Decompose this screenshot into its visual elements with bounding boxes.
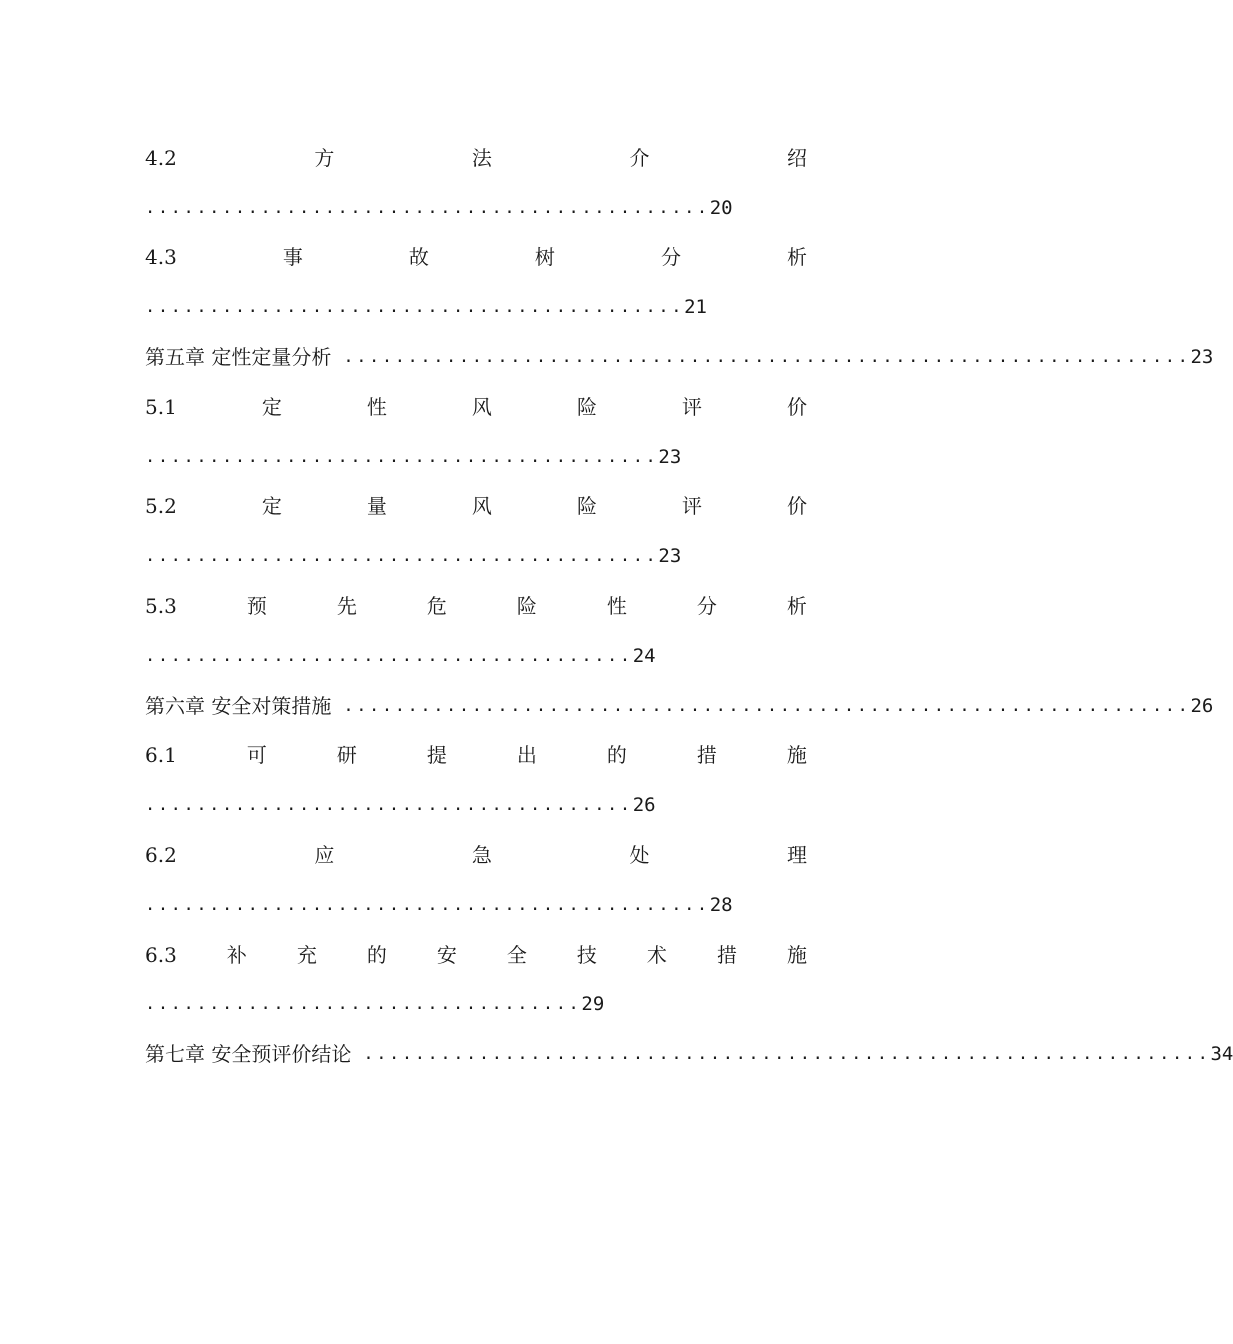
toc-entry-6-3-heading[interactable] bbox=[145, 930, 807, 980]
heading-char: 措 bbox=[696, 743, 717, 768]
toc-entry-4-3-leader[interactable] bbox=[145, 282, 807, 332]
dot-leader: .................................................................. bbox=[363, 1044, 1211, 1065]
dot-leader: .................................. bbox=[145, 994, 582, 1015]
section-number: 4.2 bbox=[145, 145, 177, 170]
page-number: 28 bbox=[709, 893, 733, 916]
heading-char: 定 bbox=[261, 394, 282, 419]
heading-char: 施 bbox=[786, 743, 807, 768]
heading-char: 预 bbox=[246, 594, 267, 619]
heading-char: 法 bbox=[471, 145, 492, 170]
heading-char: 分 bbox=[660, 245, 681, 270]
dot-leader: ........................................ bbox=[145, 546, 659, 567]
heading-char: 绍 bbox=[787, 145, 807, 170]
toc-entry-5-2-leader[interactable] bbox=[145, 531, 807, 581]
heading-char: 评 bbox=[681, 494, 702, 519]
heading-char: 析 bbox=[786, 594, 807, 619]
dot-leader: ...................................... bbox=[145, 795, 633, 816]
dot-leader: ............................................ bbox=[145, 197, 710, 218]
heading-char: 事 bbox=[282, 245, 303, 270]
dot-leader: ...................................... bbox=[145, 645, 633, 666]
dot-leader: .................................................................. bbox=[343, 347, 1191, 368]
heading-char: 故 bbox=[408, 245, 429, 270]
heading-char: 技 bbox=[576, 942, 597, 967]
heading-char: 险 bbox=[576, 494, 597, 519]
section-number: 6.3 bbox=[145, 942, 177, 967]
heading-char: 安 bbox=[436, 942, 457, 967]
toc-entry-4-3-heading[interactable] bbox=[145, 233, 807, 283]
toc-entry-4-2-leader[interactable] bbox=[145, 183, 807, 233]
toc-chapter-5[interactable] bbox=[145, 332, 1214, 382]
heading-char: 的 bbox=[366, 942, 387, 967]
heading-char: 可 bbox=[246, 743, 267, 768]
toc-entry-5-3-heading[interactable] bbox=[145, 581, 807, 631]
dot-leader: .................................................................. bbox=[343, 695, 1191, 716]
heading-char: 理 bbox=[787, 843, 807, 868]
section-number: 5.1 bbox=[145, 394, 177, 419]
page-number: 24 bbox=[632, 644, 656, 667]
heading-char: 先 bbox=[336, 594, 357, 619]
toc-entry-5-3-leader[interactable] bbox=[145, 631, 807, 681]
heading-char: 术 bbox=[646, 942, 667, 967]
heading-char: 施 bbox=[786, 942, 807, 967]
dot-leader: .......................................... bbox=[145, 297, 685, 318]
heading-char: 评 bbox=[681, 394, 702, 419]
chapter-title: 第七章 安全预评价结论 bbox=[145, 1042, 352, 1067]
section-number: 5.3 bbox=[145, 594, 177, 619]
toc-entry-5-1-leader[interactable] bbox=[145, 432, 807, 482]
section-number: 4.3 bbox=[145, 245, 177, 270]
page-number: 26 bbox=[1190, 694, 1214, 717]
page-number: 23 bbox=[1190, 346, 1214, 369]
heading-char: 险 bbox=[516, 594, 537, 619]
heading-char: 定 bbox=[261, 494, 282, 519]
toc-chapter-7[interactable] bbox=[145, 1029, 1233, 1079]
heading-char: 风 bbox=[471, 494, 492, 519]
heading-char: 性 bbox=[366, 394, 387, 419]
toc-chapter-6[interactable] bbox=[145, 681, 1214, 731]
section-number: 6.2 bbox=[145, 843, 177, 868]
dot-leader: ............................................ bbox=[145, 894, 710, 915]
heading-char: 价 bbox=[787, 494, 807, 519]
heading-char: 风 bbox=[471, 394, 492, 419]
page-number: 29 bbox=[581, 993, 605, 1016]
heading-char: 的 bbox=[606, 743, 627, 768]
heading-char: 方 bbox=[314, 145, 335, 170]
toc-entry-5-2-heading[interactable] bbox=[145, 482, 807, 532]
heading-char: 充 bbox=[296, 942, 317, 967]
heading-char: 补 bbox=[226, 942, 247, 967]
heading-char: 介 bbox=[629, 145, 650, 170]
toc-entry-6-2-heading[interactable] bbox=[145, 830, 807, 880]
section-number: 6.1 bbox=[145, 743, 177, 768]
heading-char: 全 bbox=[506, 942, 527, 967]
heading-char: 危 bbox=[426, 594, 447, 619]
toc-entry-6-2-leader[interactable] bbox=[145, 880, 807, 930]
heading-char: 研 bbox=[336, 743, 357, 768]
heading-char: 出 bbox=[516, 743, 537, 768]
toc-entry-5-1-heading[interactable] bbox=[145, 382, 807, 432]
page-number: 21 bbox=[684, 296, 707, 319]
heading-char: 分 bbox=[696, 594, 717, 619]
heading-char: 处 bbox=[629, 843, 650, 868]
heading-char: 量 bbox=[366, 494, 387, 519]
page-number: 23 bbox=[658, 445, 682, 468]
chapter-title: 第五章 定性定量分析 bbox=[145, 345, 332, 370]
heading-char: 树 bbox=[534, 245, 555, 270]
page-number: 20 bbox=[709, 196, 733, 219]
toc-entry-6-1-heading[interactable] bbox=[145, 731, 807, 781]
page-number: 34 bbox=[1210, 1043, 1233, 1066]
chapter-title: 第六章 安全对策措施 bbox=[145, 693, 332, 718]
page-number: 23 bbox=[658, 545, 682, 568]
table-of-contents bbox=[145, 133, 1233, 1079]
heading-char: 应 bbox=[314, 843, 335, 868]
heading-char: 性 bbox=[606, 594, 627, 619]
toc-entry-6-1-leader[interactable] bbox=[145, 780, 807, 830]
dot-leader: ........................................ bbox=[145, 446, 659, 467]
heading-char: 措 bbox=[716, 942, 737, 967]
heading-char: 提 bbox=[426, 743, 447, 768]
heading-char: 析 bbox=[786, 245, 807, 270]
heading-char: 险 bbox=[576, 394, 597, 419]
section-number: 5.2 bbox=[145, 494, 177, 519]
heading-char: 急 bbox=[471, 843, 492, 868]
toc-entry-6-3-leader[interactable] bbox=[145, 980, 807, 1030]
toc-entry-4-2-heading[interactable] bbox=[145, 133, 807, 183]
heading-char: 价 bbox=[787, 394, 807, 419]
page-number: 26 bbox=[632, 794, 656, 817]
